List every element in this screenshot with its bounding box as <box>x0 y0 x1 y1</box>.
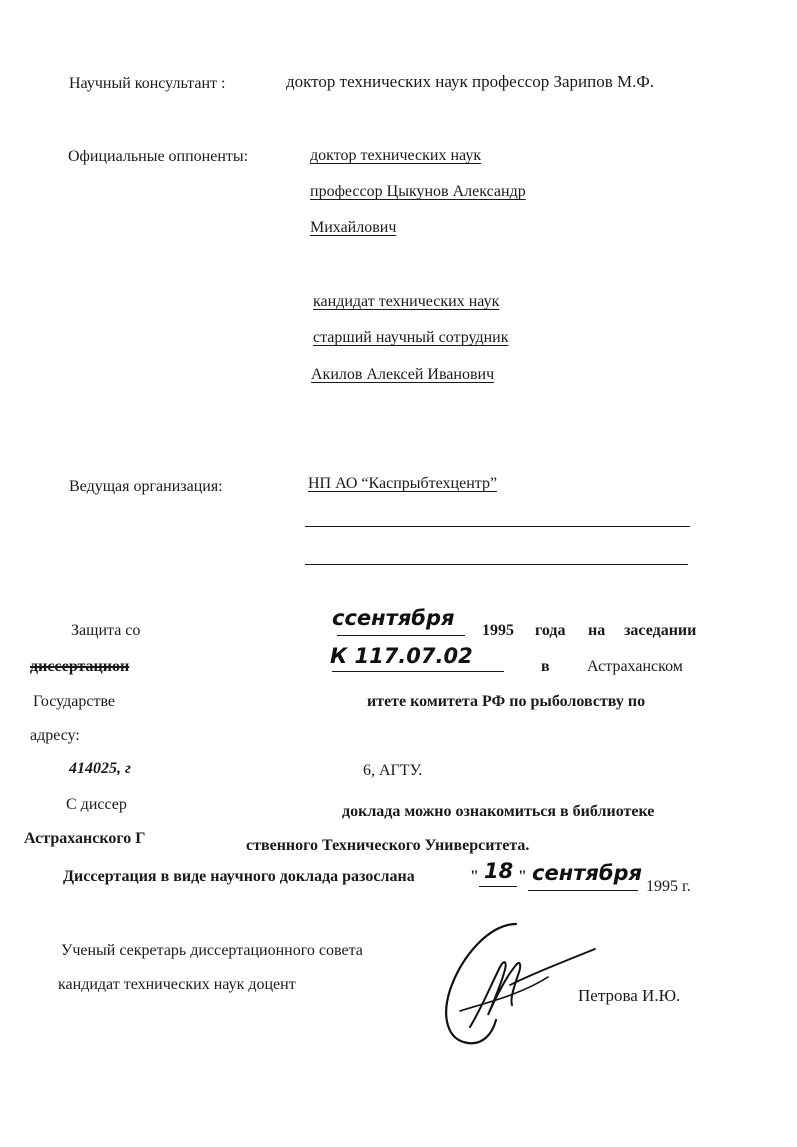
defense-word-zasedanii: заседании <box>624 622 697 639</box>
leading-org-value: НП АО “Каспрыбтехцентр” <box>308 475 498 492</box>
library-line-2-end: ственного Технического Университета. <box>246 837 530 854</box>
defense-word-goda: года <box>535 622 566 639</box>
library-line-2-start: Астраханского Г <box>24 830 146 847</box>
secretary-line-1: Ученый секретарь диссертационного совета <box>61 942 363 959</box>
defense-line-1-start: Защита со <box>71 622 141 639</box>
defense-word-na: на <box>588 622 606 639</box>
address-end: 6, АГТУ. <box>363 762 423 779</box>
defense-word-astr: Астраханском <box>587 658 683 675</box>
opponent-2-line-3: Акилов Алексей Иванович <box>311 366 495 383</box>
defense-council-underline <box>332 671 504 672</box>
mailing-day-underline <box>479 886 517 887</box>
opponent-2-line-2: старший научный сотрудник <box>313 329 509 346</box>
blank-line-2 <box>305 564 688 565</box>
secretary-name: Петрова И.Ю. <box>578 986 681 1005</box>
mailing-month: сентября <box>532 861 643 885</box>
mailing-day: 18 <box>484 859 514 883</box>
defense-year: 1995 <box>482 622 514 639</box>
opponent-2-line-1: кандидат технических наук <box>313 293 500 310</box>
mailing-close-quote: " <box>518 868 527 885</box>
opponent-1-line-2: профессор Цыкунов Александр <box>310 183 526 200</box>
blank-line-1 <box>305 526 690 527</box>
mailing-open-quote: " <box>470 868 479 885</box>
secretary-line-2: кандидат технических наук доцент <box>58 976 296 993</box>
mailing-text: Диссертация в виде научного доклада разослана <box>63 868 415 885</box>
defense-word-v: в <box>541 658 550 675</box>
defense-line-2-start: диссертацион <box>30 658 130 675</box>
opponents-label: Официальные оппоненты: <box>68 148 249 165</box>
library-line-1-end: доклада можно ознакомиться в библиотеке <box>342 803 655 820</box>
defense-handwritten-council: К 117.07.02 <box>330 644 473 668</box>
consultant-label: Научный консультант : <box>69 75 226 92</box>
consultant-value: доктор технических наук профессор Зарипов М.Ф. <box>286 72 655 91</box>
address-start: 414025, г <box>69 760 131 777</box>
opponent-1-line-3: Михайлович <box>310 219 397 236</box>
defense-handwritten-month: ссентября <box>332 606 455 630</box>
library-line-1-start: С диссер <box>66 796 127 813</box>
defense-line-3-start: Государстве <box>33 693 116 710</box>
mailing-year: 1995 г. <box>646 878 691 895</box>
defense-line-4: адресу: <box>30 727 80 744</box>
signature-icon <box>430 915 610 1050</box>
defense-month-underline <box>337 635 465 636</box>
mailing-month-underline <box>528 890 638 891</box>
leading-org-label: Ведущая организация: <box>69 478 223 495</box>
defense-line-3-end: итете комитета РФ по рыболовству по <box>367 693 646 710</box>
opponent-1-line-1: доктор технических наук <box>310 147 482 164</box>
